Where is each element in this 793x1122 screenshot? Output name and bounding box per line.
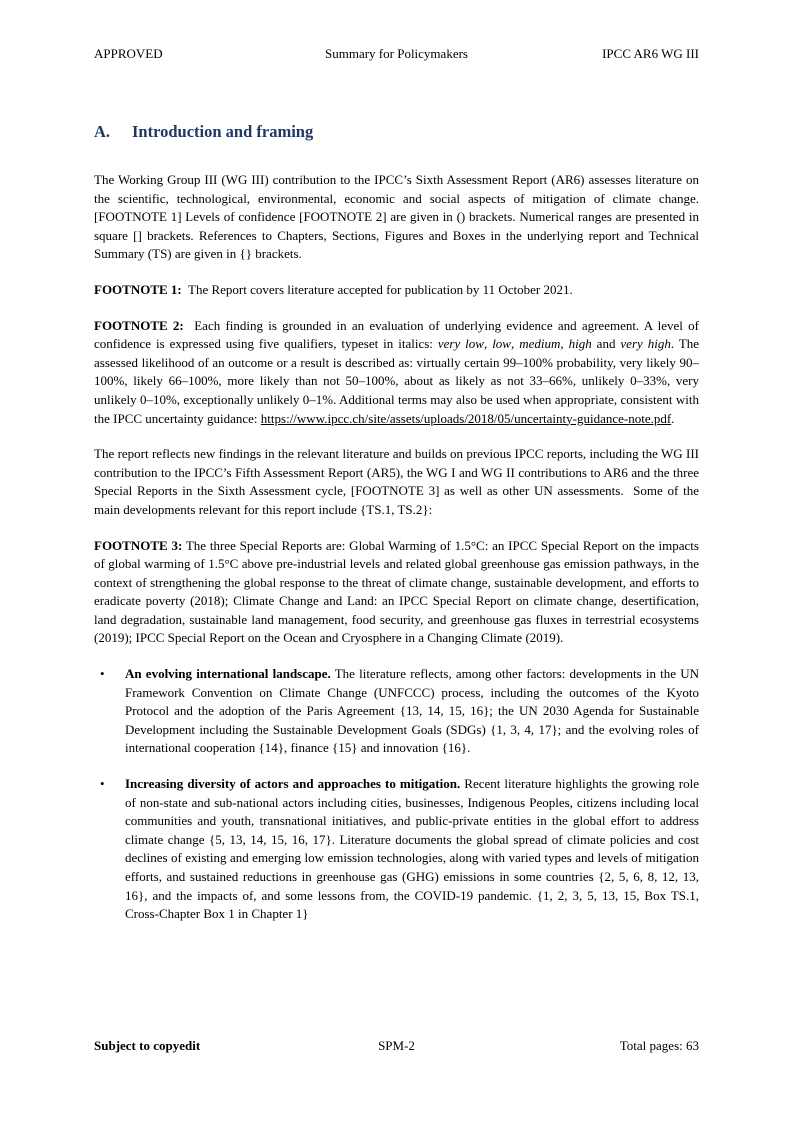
- footnote-2: [94, 317, 699, 429]
- text-segment: FOOTNOTE 2:: [94, 317, 184, 333]
- text-segment: very high: [620, 336, 671, 352]
- text-segment: low: [492, 336, 511, 352]
- section-number: A.: [94, 122, 111, 141]
- page-footer: [94, 1038, 699, 1054]
- footnote-3: [94, 537, 699, 649]
- bullet-evolving-international-landscape: [125, 665, 699, 758]
- text-segment: The report reflects new findings in the relevant literature and builds on previous IPCC reports, including the WG III contribution to the IPCC’s Fifth Assessment Report (AR5), the WG I and WG II contributions to AR6 and the three Special Reports in the Sixth Assessment cycle, [FOOTNOTE 3] as well as other UN assessments. Some of the main developments relevant for this report include {TS.1, TS.2}:: [94, 446, 699, 517]
- page-header: [94, 46, 699, 62]
- bullet-list: [94, 665, 699, 924]
- text-segment: and: [591, 336, 621, 352]
- paragraph-report-reflects: [94, 445, 699, 519]
- text-segment: ,: [510, 336, 520, 352]
- header-document-title: Summary for Policymakers: [325, 46, 468, 61]
- text-segment: ,: [483, 336, 493, 352]
- footer-page-number: SPM-2: [378, 1038, 415, 1053]
- section-heading: [94, 122, 699, 142]
- page-content: [94, 122, 699, 924]
- text-segment: FOOTNOTE 3:: [94, 537, 183, 553]
- text-segment: high: [568, 336, 592, 352]
- footnote-1: [94, 281, 699, 300]
- text-segment: The Working Group III (WG III) contribution to the IPCC’s Sixth Assessment Report (AR6) assesses literature on the scientific, technological, environmental, economic and social aspects of mitigation of climate change. [FOOTNOTE 1] Levels of confidence [FOOTNOTE 2] are given in () brackets. Numerical ranges are presented in square [] brackets. References to Chapters, Sections, Figures and Boxes in the underlying report and Technical Summary (TS) are given in {} brackets.: [94, 172, 699, 262]
- text-segment: The Report covers literature accepted for publication by 11 October 2021.: [181, 281, 573, 297]
- uncertainty-guidance-link[interactable]: https://www.ipcc.ch/site/assets/uploads/2018/05/uncertainty-guidance-note.pdf: [260, 410, 672, 426]
- header-report-label: IPCC AR6 WG III: [602, 46, 699, 61]
- text-segment: medium: [519, 336, 561, 352]
- text-segment: Recent literature highlights the growing role of non-state and sub-national actors including cities, businesses, Indigenous Peoples, citizens including local communities and youth, transnational initiatives, and public-private entities in the global effort to address climate change {5, 13, 14, 15, 16, 17}. Literature documents the global spread of climate policies and cost declines of existing and emerging low emission technologies, along with varied types and levels of mitigation efforts, and sustained reductions in greenhouse gas (GHG) emissions in some countries {2, 5, 6, 8, 12, 13, 16}, and the impacts of, and some lessons from, the COVID-19 pandemic. {1, 2, 3, 5, 13, 15, Box TS.1, Cross-Chapter Box 1 in Chapter 1}: [125, 776, 699, 922]
- header-approved-label: APPROVED: [94, 46, 163, 61]
- text-segment: FOOTNOTE 1:: [94, 281, 182, 297]
- text-segment: very low: [437, 336, 484, 352]
- text-segment: Each finding is grounded in an evaluation of underlying evidence and agreement. A level of confidence is expressed using five qualifiers, typeset in italics:: [94, 317, 699, 352]
- text-segment: ,: [560, 336, 569, 352]
- text-segment: Increasing diversity of actors and approaches to mitigation.: [125, 776, 461, 792]
- footer-total-pages: Total pages: 63: [619, 1038, 699, 1053]
- paragraph-intro: [94, 171, 699, 264]
- section-title: Introduction and framing: [132, 122, 314, 141]
- text-segment: An evolving international landscape.: [125, 666, 331, 682]
- text-segment: . The assessed likelihood of an outcome or a result is described as: virtually certain 99–100% probability, very likely 90–100%, likely 66–100%, more likely than not 50–100%, about as likely as not 33–66%, unlikely 0–33%, very unlikely 0–10%, exceptionally unlikely 0–1%. Additional terms may also be used when appropriate, consistent with the IPCC uncertainty guidance:: [94, 336, 700, 426]
- text-segment: The three Special Reports are: Global Warming of 1.5°C: an IPCC Special Report on the impacts of global warming of 1.5°C above pre-industrial levels and related global greenhouse gas emission pathways, in the context of strengthening the global response to the threat of climate change, sustainable development, and efforts to eradicate poverty (2018); Climate Change and Land: an IPCC Special Report on climate change, desertification, land degradation, sustainable land management, food security, and greenhouse gas fluxes in terrestrial ecosystems (2019); IPCC Special Report on the Ocean and Cryosphere in a Changing Climate (2019).: [94, 537, 699, 646]
- text-segment: .: [671, 410, 675, 426]
- footer-copyedit-label: Subject to copyedit: [94, 1038, 201, 1053]
- bullet-increasing-diversity-of-actors: [125, 775, 699, 924]
- text-segment: The literature reflects, among other factors: developments in the UN Framework Convention on Climate Change (UNFCCC) process, including the outcomes of the Kyoto Protocol and the adoption of the Paris Agreement {13, 14, 15, 16}; the UN 2030 Agenda for Sustainable Development including the Sustainable Development Goals (SDGs) {1, 3, 4, 17}; and the evolving roles of international cooperation {14}, finance {15} and innovation {16}.: [125, 666, 699, 756]
